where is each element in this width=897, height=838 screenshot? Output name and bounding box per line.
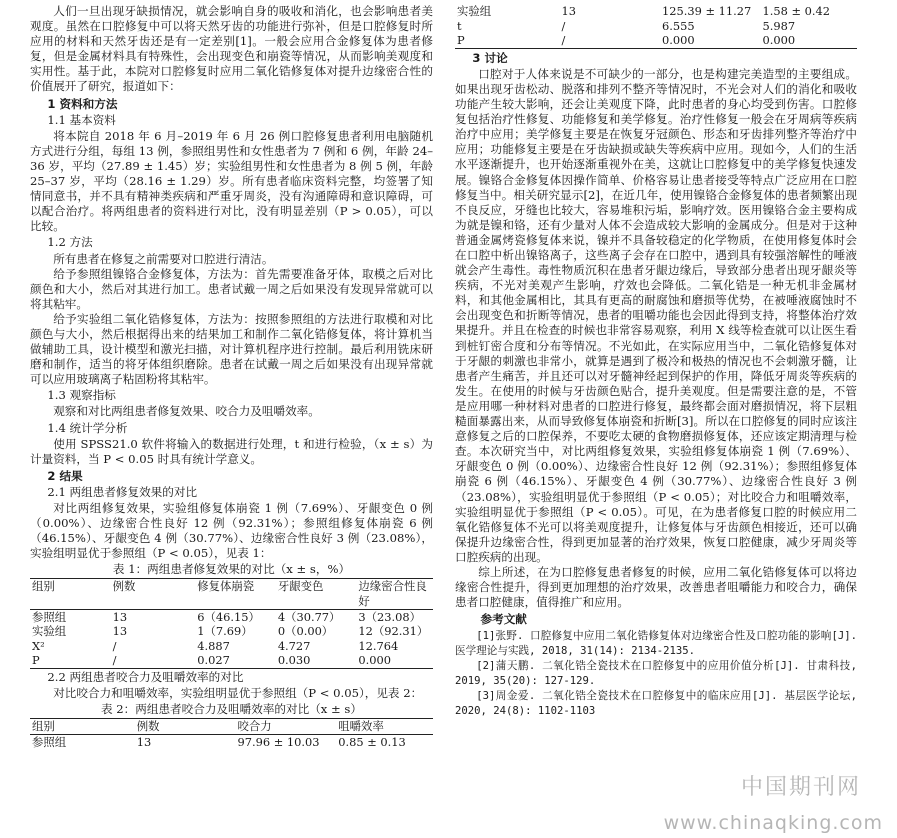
table-2-caption: 表 2：两组患者咬合力及咀嚼效率的对比（x ± s） [101,702,362,717]
section-3-heading: 3 讨论 [472,50,508,65]
watermark-logo-text: 中国期刊网 [740,775,861,800]
table-header: 边缘密合性良好 [358,579,427,609]
table-row [30,624,433,639]
table-cell: 0.030 [277,653,311,668]
method-paragraph-3: 给予实验组二氧化锆修复体，方法为：按照参照组的方法进行取模和对比颜色与大小，然后根据得出来的结果加工和制作二氧化锆修复体，将计算机当做辅助工具，设计模型和激光扫描，对计算机程序进行控制。最后利用铣床研磨和制作，适当的将牙体组织磨除。患者在试戴一周之后如果没有出现异常就可以应用玻璃离子粘固粉将其粘牢。 [30,311,433,387]
intro-paragraph: 人们一旦出现牙缺损情况，就会影响自身的吸收和消化，也会影响患者美观度。虽然在口腔修复中可以将天然牙齿的功能进行弥补，但是口腔修复时所应用的材料和天然牙齿还是有一定差别[1]。一般会应用合金修复体为患者修复，但是金属材料具有特殊性，会出现变色和崩瓷等情况，从而影响美观度和实用性。基于此，本院对口腔修复时应用二氧化锆修复体对提升边缘密合性的价值展开了研究，报道如下： [30,4,433,94]
table-1 [30,578,433,669]
table-header: 例数 [112,579,136,594]
table-2-part-1 [30,718,433,749]
table-cell: 13 [112,609,128,624]
watermark-url: www.chinaqking.com [663,812,883,834]
table-row [30,579,433,609]
table-cell: / [112,638,117,653]
table-cell: 参照组 [32,734,67,749]
table-header: 牙龈变色 [277,579,324,594]
reference-item: [1]张野. 口腔修复中应用二氧化锆修复体对边缘密合性及口腔功能的影响[J]. 医学理论与实践, 2018, 31(14): 2134-2135. [455,630,857,658]
table-cell: 13 [136,734,152,749]
table-cell: 6（46.15） [197,609,260,624]
table-cell: 5.987 [762,18,796,33]
table-row [30,639,433,654]
table-cell: 4.727 [277,638,311,653]
table-header: 咬合力 [237,719,272,734]
table-cell: 13 [561,4,577,18]
table-cell: 0（0.00） [277,624,334,639]
table-cell: 0.85 ± 0.13 [338,734,406,749]
method-paragraph-2: 给予参照组镍铬合金修复体，方法为：首先需要准备牙体，取模之后对比颜色和大小，然后对其进行加工。患者试戴一周之后如果没有发现异常就可以将其粘牢。 [30,266,433,311]
table-cell: 3（23.08） [358,609,422,624]
table-cell: / [112,653,117,668]
section-2-1-heading: 2.1 两组患者修复效果的对比 [47,484,198,499]
table-cell: 0.027 [197,653,230,668]
reference-item: [3]周金爱. 二氧化锆全瓷技术在口腔修复中的临床应用[J]. 基层医学论坛, 2020, 24(8): 1102-1103 [455,690,857,718]
table-cell: 参照组 [32,609,67,624]
table-cell: 4（30.77） [277,609,341,624]
table-cell: 125.39 ± 11.27 [662,4,752,18]
table-cell: 0.000 [662,33,695,48]
table-row [30,609,433,624]
table-cell: 实验组 [457,4,492,18]
table-cell: 6.555 [662,18,695,33]
references-heading: 参考文献 [480,612,527,627]
table-cell: 0.000 [358,653,392,668]
table-cell: P [32,653,40,668]
table-cell: 实验组 [32,624,67,639]
table-row [455,4,857,19]
table-header: 组别 [32,579,55,594]
table-header: 修复体崩瓷 [197,579,255,594]
section-1-1-heading: 1.1 基本资料 [47,112,116,127]
method-paragraph-1: 所有患者在修复之前需要对口腔进行清洁。 [53,251,274,266]
table-row [30,653,433,668]
reference-item: [2]蒲天鹏. 二氧化锆全瓷技术在口腔修复中的应用价值分析[J]. 甘肃科技, 2019, 35(20): 127-129. [455,660,857,688]
section-2-2-heading: 2.2 两组患者咬合力及咀嚼效率的对比 [47,670,244,685]
table-row [455,19,857,34]
table-cell: X² [32,638,45,653]
table-cell: 12（92.31） [358,624,429,639]
table-cell: / [561,33,566,48]
table-header: 组别 [32,719,55,734]
table-row [30,719,433,735]
statistics-paragraph: 使用 SPSS21.0 软件将输入的数据进行处理，t 和进行检验，（x ± s）为计量资料，当 P < 0.05 时具有统计学意义。 [30,436,433,466]
table-2-part-2 [455,4,857,49]
conclusion-paragraph: 综上所述，在为口腔修复患者修复的时候，应用二氧化锆修复体可以将边缘密合性提升，得到更加理想的治疗效果，改善患者咀嚼能力和咬合力，确保患者口腔健康，值得推广和应用。 [455,564,857,610]
table-header: 咀嚼效率 [338,719,384,734]
table-row [30,734,433,749]
observation-paragraph: 观察和对比两组患者修复效果、咬合力及咀嚼效率。 [53,404,320,419]
table-cell: / [561,18,566,33]
section-1-heading: 1 资料和方法 [47,96,118,111]
section-1-3-heading: 1.3 观察指标 [47,388,116,403]
basic-data-paragraph: 将本院自 2018 年 6 月–2019 年 6 月 26 例口腔修复患者利用电脑随机方式进行分组，每组 13 例，参照组男性和女性患者为 7 例和 6 例，年龄 24–36 岁，平均（27.89 ± 1.45）岁；实验组男性和女性患者为 8 例 5 例，年龄 25–37 岁，平均（28.16 ± 1.29）岁。所有患者临床资料完整，均签署了知情同意书，并不具有精神类疾病和严重牙周炎，没有沟通障碍和意识障碍，可以配合治疗。将两组患者的资料进行对比，没有明显差别（P > 0.05），可以比较。 [30,128,433,234]
table-cell: 12.764 [358,638,399,653]
table-cell: 1.58 ± 0.42 [762,4,831,18]
table-cell: 97.96 ± 10.03 [237,734,320,749]
section-2-heading: 2 结果 [47,468,83,483]
table-cell: P [457,33,465,48]
result-2-paragraph: 对比咬合力和咀嚼效率，实验组明显优于参照组（P < 0.05），见表 2： [53,686,423,701]
left-column [30,4,433,750]
table-cell: 1（7.69） [197,624,253,639]
table-row [455,33,857,48]
section-1-2-heading: 1.2 方法 [47,235,93,250]
table-cell: 4.887 [197,638,230,653]
right-column [455,4,857,719]
table-cell: t [457,18,462,33]
table-cell: 13 [112,624,128,639]
section-1-4-heading: 1.4 统计学分析 [47,420,128,435]
result-1-paragraph: 对比两组修复效果，实验组修复体崩瓷 1 例（7.69%）、牙龈变色 0 例（0.00%）、边缘密合性良好 12 例（92.31%）；参照组修复体崩瓷 6 例（46.15%）、牙龈变色 4 例（30.77%）、边缘密合性良好 3 例（23.08%），实验组明显优于参照组（P < 0.05），见表 1： [30,501,433,561]
table-cell: 0.000 [762,33,796,48]
discussion-paragraph: 口腔对于人体来说是不可缺少的一部分，也是构建完美造型的主要组成。如果出现牙齿松动、脱落和排列不整齐等情况时，不光会对人们的消化和吸收功能产生较大影响，还会让美观度下降，此时患者的身心均受到伤害。口腔修复包括治疗性修复、功能修复和美学修复。治疗性修复一般会在牙周病等疾病治疗中应用；美学修复主要是在恢复牙冠颜色、形态和牙齿排列整齐等治疗中应用；功能修复主要是在牙齿缺损或缺失等疾病中应用。现如今，人们的生活水平逐渐提升，也开始逐渐重视外在美，这就让口腔修复中的美学修复快速发展。镍铬合金修复体因操作简单、价格容易让患者接受等特点广泛应用在口腔修复当中。相关研究显示[2]，在近几年，使用镍铬合金修复体的患者频繁出现不良反应，牙缝也比较大，容易堆积污垢，影响疗效。医用镍铬合金主要构成为就是镍和铬，还有少量对人体不会造成较大影响的金属成分。但是对于这种普通金属烤瓷修复体来说，镍并不具备较稳定的化学物质，在使用修复体时会在口腔中析出镍铬离子，这些离子会存在口腔中，遇到具有较强溶解性的唾液就会产生毒性。毒性物质沉积在患者牙龈边缘后，导致部分患者出现牙龈炎等疾病，不光对美观产生影响，疗效也会降低。二氧化锆是一种无机非金属材料，和其他金属相比，其具有更高的耐腐蚀和磨损等优势，在被唾液腐蚀时不会出现变色和折断等情况，患者的咀嚼功能也会因此得到支持，将整体治疗效果提升。并且在检查的时候也非常容易观察，利用 X 线等检查就可以让医生看到桩钉密合度和分布等情况。不光如此，在实际应用当中，二氧化锆修复体对于牙龈的刺激也非常小，就算是遇到了极冷和极热的情况也不会刺激牙髓，让患者产生痛苦，并且还可以对牙髓神经起到保护的作用，降低牙周炎等疾病的发生。在使用的时候与牙齿颜色贴合，提升美观度。但是需要注意的是，不管是应用哪一种材料对患者的口腔进行修复，最终都会面对磨损情况，将下层粗糙面暴露出来，从而导致修复体崩瓷和折断[3]。所以在口腔修复的同时应该注意修复之后的口腔保养，不要吃太硬的食物磨损修复体，还应该定期清理与检查。本次研究当中，对比两组修复效果，实验组修复体崩瓷 1 例（7.69%）、牙龈变色 0 例（0.00%）、边缘密合性良好 12 例（92.31%）；参照组修复体崩瓷 6 例（46.15%）、牙龈变色 4 例（30.77%）、边缘密合性良好 3 例（23.08%），实验组明显优于参照组（P < 0.05）；对比咬合力和咀嚼效率，实验组明显优于参照组（P < 0.05）。可见，在为患者修复口腔的时候应用二氧化锆修复体不光可以将美观度提升，让修复体与牙齿颜色相接近，还可以确保提升边缘密合性，得到更加显著的治疗效果，恢复口腔健康，减少牙周炎等口腔疾病的出现。 [455,66,857,564]
table-1-caption: 表 1：两组患者修复效果的对比（x ± s，%） [112,562,351,577]
table-header: 例数 [136,719,160,734]
